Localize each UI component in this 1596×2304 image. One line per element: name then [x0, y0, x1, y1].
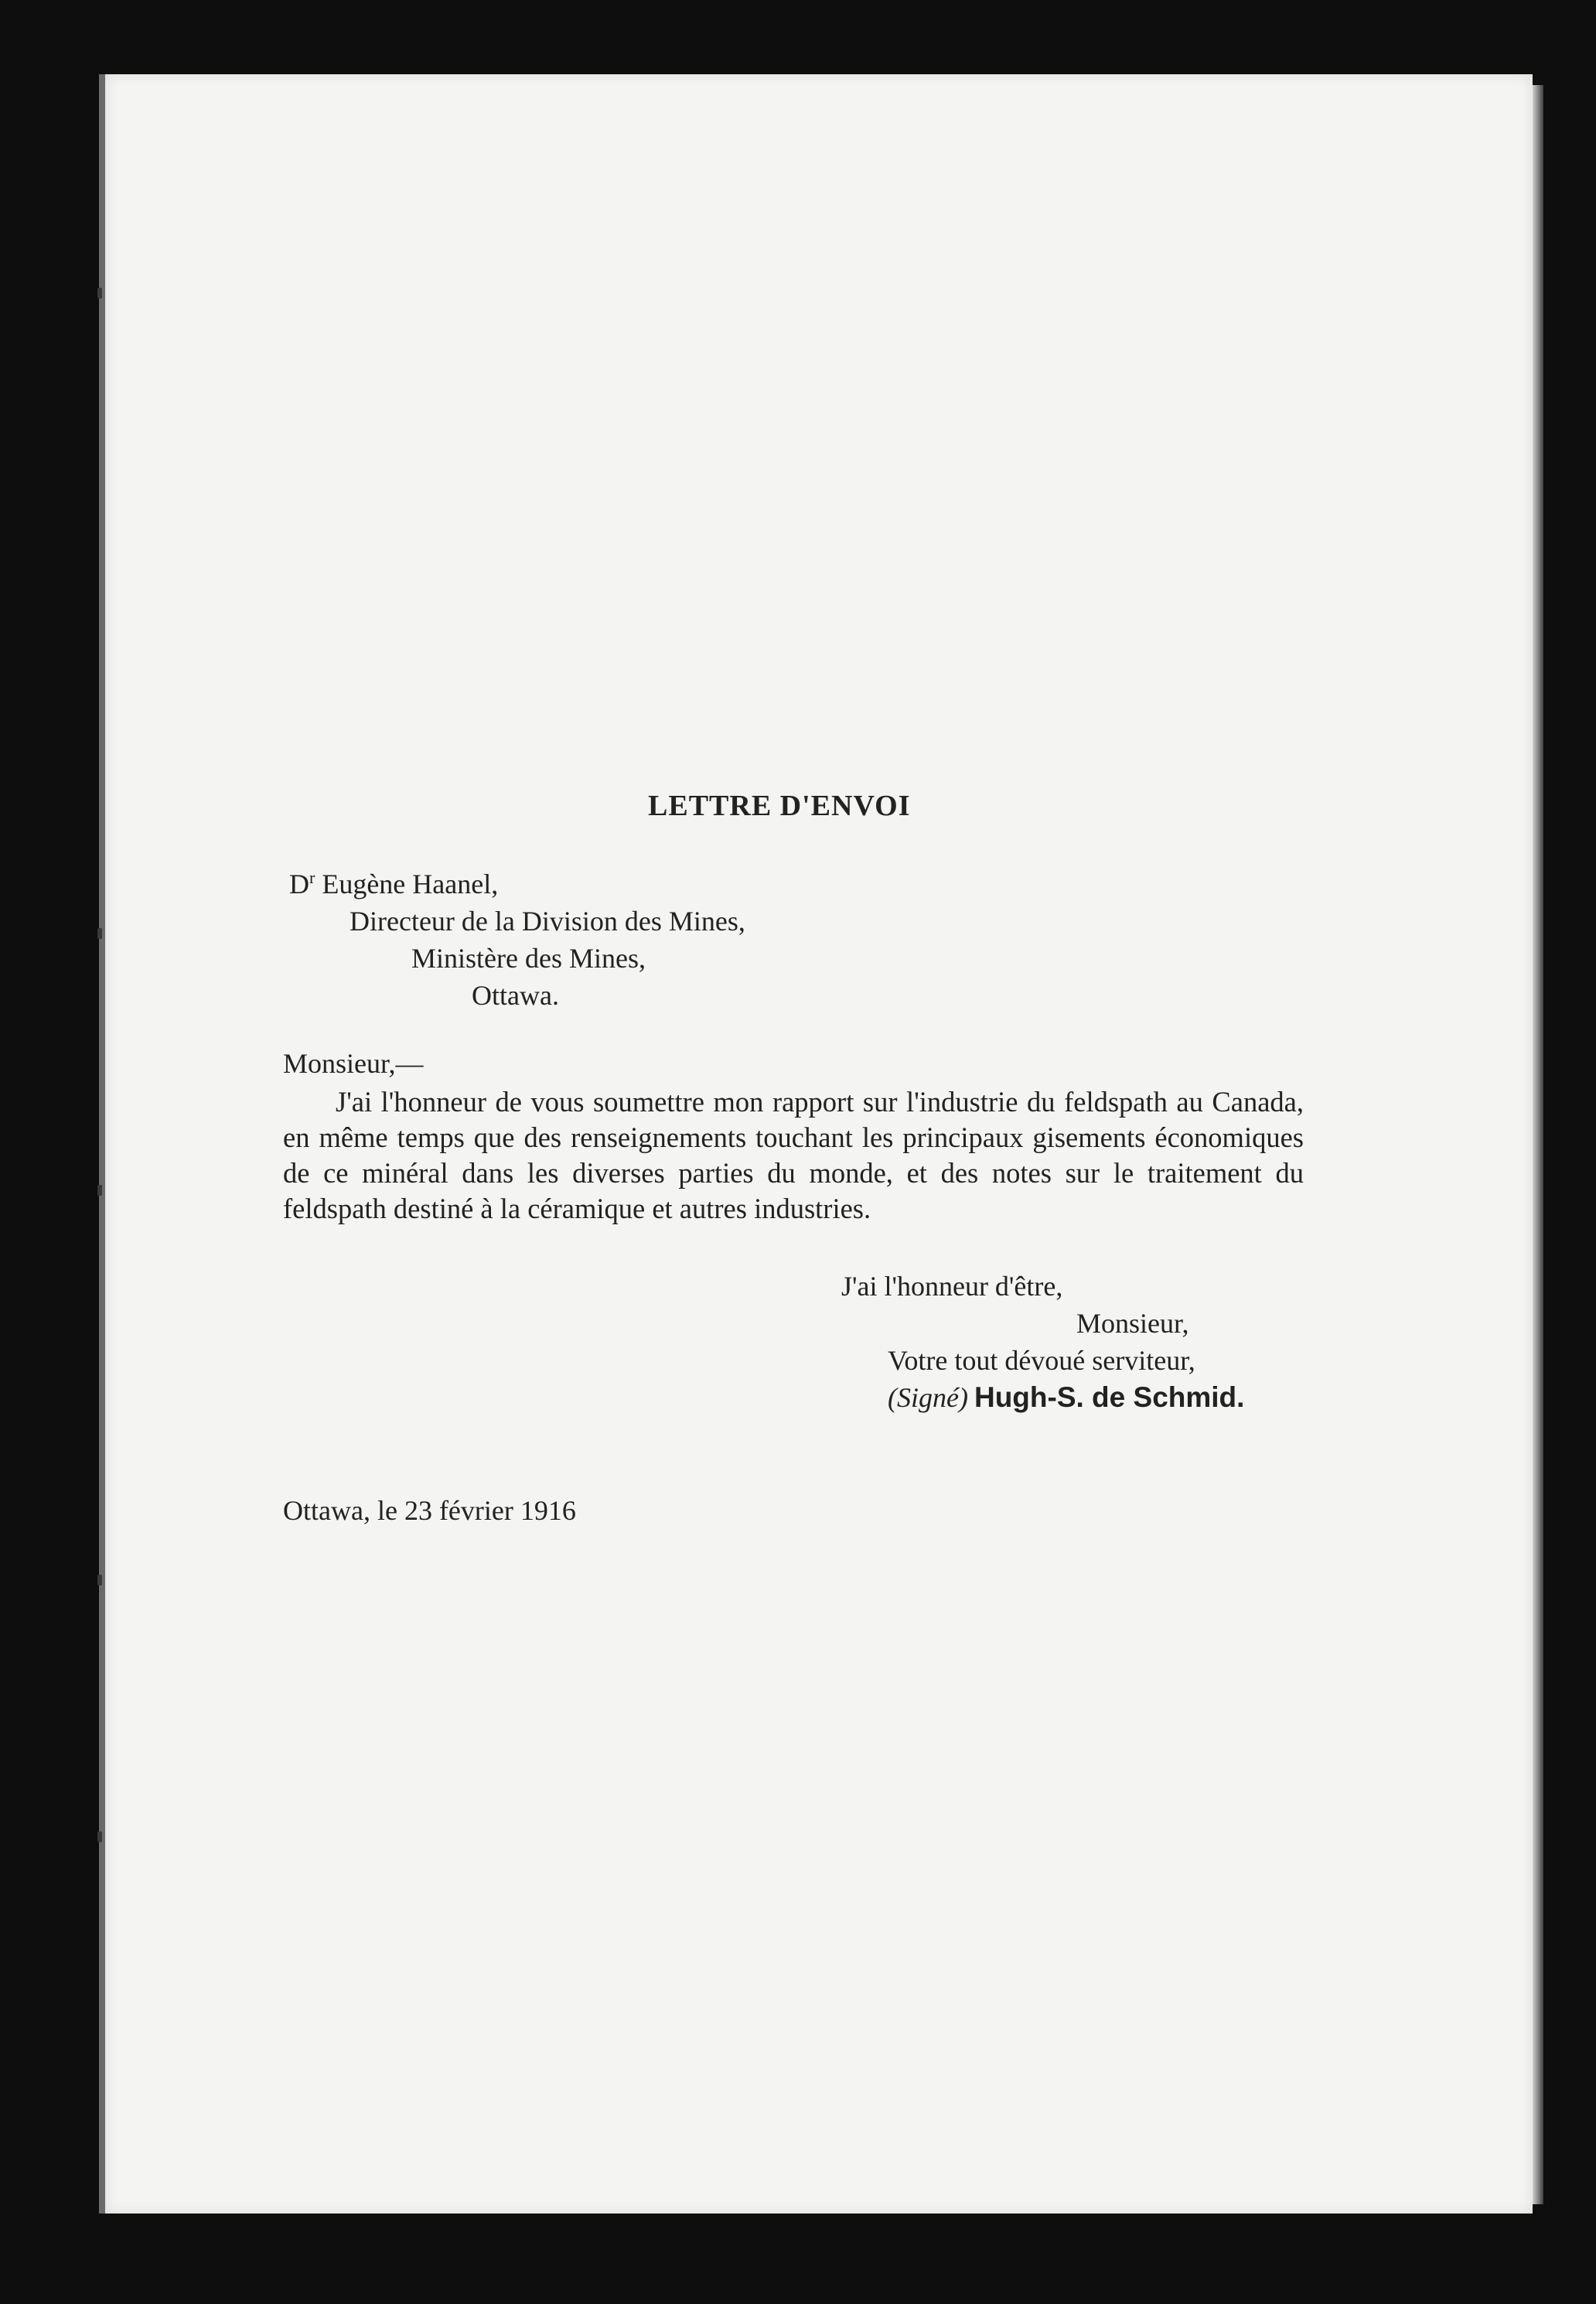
- signatory-name: Hugh-S. de Schmid.: [974, 1381, 1245, 1413]
- signed-label: (Signé): [888, 1382, 968, 1413]
- recipient-position: Directeur de la Division des Mines,: [350, 906, 745, 937]
- recipient-name-text: Eugène Haanel,: [315, 869, 499, 899]
- margin-mark: [97, 1185, 102, 1196]
- margin-mark: [97, 1831, 102, 1842]
- recipient-ministry: Ministère des Mines,: [411, 943, 646, 974]
- page-edge-right: [1533, 85, 1543, 2204]
- closing-line-2: Monsieur,: [1076, 1308, 1189, 1339]
- recipient-name: [289, 868, 498, 900]
- recipient-city: Ottawa.: [472, 980, 559, 1011]
- signature: [888, 1381, 1244, 1414]
- salutation: Monsieur,—: [283, 1048, 424, 1079]
- recipient-title: D: [289, 869, 309, 899]
- letter-body: J'ai l'honneur de vous soumettre mon rapport sur l'industrie du feldspath au Canada, en même temps que des renseignements touchant les principaux gisements économiques de ce minéral dans les diverses parties du monde, et des notes sur le traitement du feldspath destiné à la céramique et autres industries.: [283, 1086, 1304, 1224]
- closing-line-3: Votre tout dévoué serviteur,: [888, 1345, 1195, 1376]
- recipient-title-superscript: r: [309, 868, 315, 887]
- letter-title: LETTRE D'ENVOI: [648, 790, 911, 822]
- margin-mark: [97, 928, 102, 939]
- closing-line-1: J'ai l'honneur d'être,: [841, 1271, 1063, 1302]
- letter-date: Ottawa, le 23 février 1916: [283, 1495, 576, 1526]
- page-binding-left: [99, 74, 105, 2214]
- margin-mark: [97, 288, 102, 299]
- margin-mark: [97, 1575, 102, 1585]
